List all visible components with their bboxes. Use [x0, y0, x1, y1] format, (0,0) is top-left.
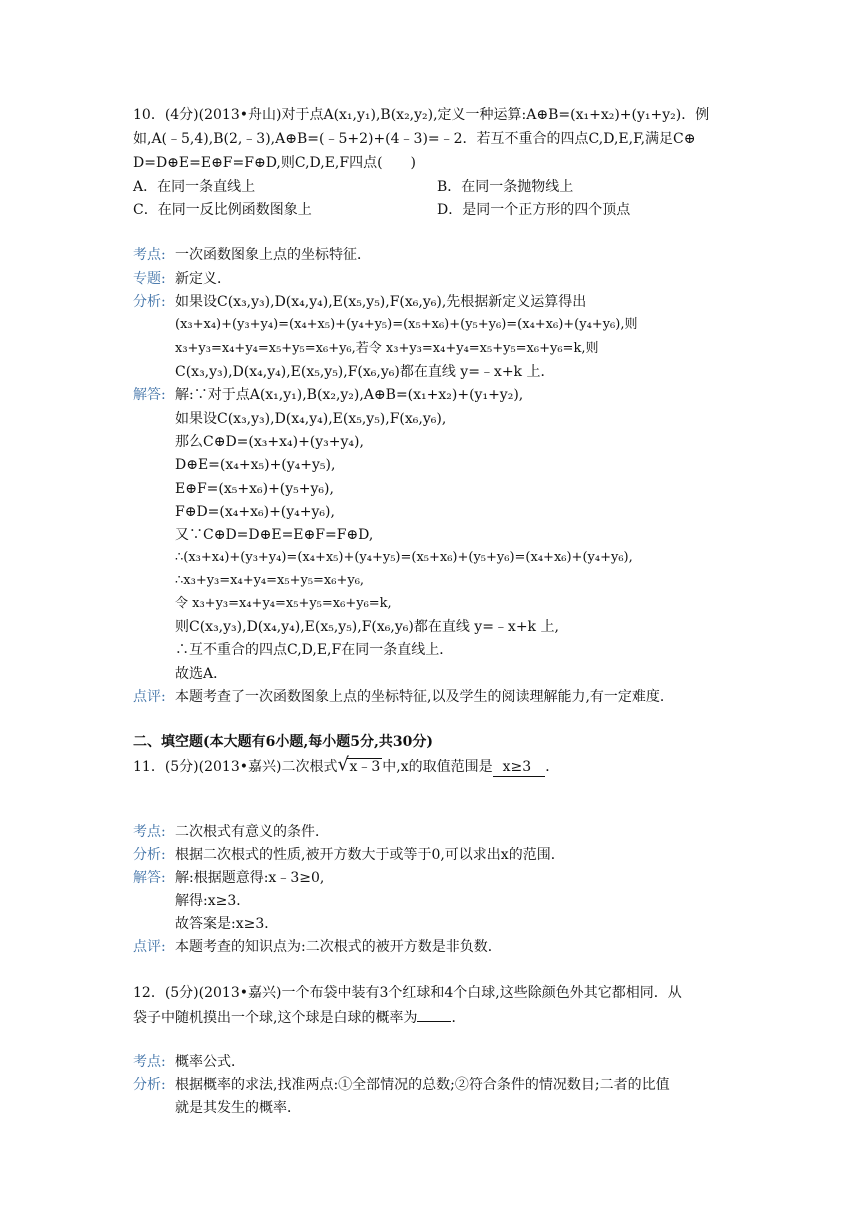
q10-stem-line-3: D=D⊕E=E⊕F=F⊕D,则C,D,E,F四点( ) — [133, 155, 417, 171]
q11-dianping: 本题考查的知识点为:二次根式的被开方数是非负数． — [175, 939, 502, 955]
q11-stem — [133, 754, 560, 777]
q10-jieda-line-9: ∴x₃+y₃=x₄+y₄=x₅+y₅=x₆+y₆, — [175, 573, 365, 588]
q10-jieda-line-12: ∴互不重合的四点C,D,E,F在同一条直线上． — [175, 642, 454, 658]
q11-stem-suffix: ． — [545, 759, 560, 775]
q11-jieda-line-3: 故答案是:x≥3． — [175, 916, 279, 932]
q12-stem-text: 袋子中随机摸出一个球,这个球是白球的概率为 — [133, 1010, 418, 1026]
q10-zhuanti-label: 专题: — [133, 271, 166, 287]
q12-stem-suffix: ． — [451, 1010, 466, 1026]
q10-option-a: A．在同一条直线上 — [133, 179, 256, 195]
q11-answer-blank: x≥3 — [493, 758, 546, 777]
q10-stem-line-2: 如,A(﹣5,4),B(2,﹣3),A⊕B=(﹣5+2)+(4﹣3)=﹣2．若互不重合的四点C,D,E,F,满足C⊕ — [133, 131, 696, 147]
q10-dianping: 本题考查了一次函数图象上点的坐标特征,以及学生的阅读理解能力,有一定难度． — [175, 689, 674, 705]
q10-option-c: C．在同一反比例函数图象上 — [133, 202, 312, 218]
q10-jieda-line-10: 令 x₃+y₃=x₄+y₄=x₅+y₅=x₆+y₆=k, — [175, 596, 392, 611]
q10-jieda-line-11: 则C(x₃,y₃),D(x₄,y₄),E(x₅,y₅),F(x₆,y₆)都在直线 y=﹣x+k 上, — [175, 619, 559, 635]
q12-stem-line-1: 12．(5分)(2013•嘉兴)一个布袋中装有3个红球和4个白球,这些除颜色外其它都相同．从 — [133, 985, 682, 1001]
q10-jieda-label: 解答: — [133, 387, 166, 403]
q10-jieda-line-8: ∴(x₃+x₄)+(y₃+y₄)=(x₄+x₅)+(y₄+y₅)=(x₅+x₆)+(y₅+y₆)=(x₄+x₆)+(y₄+y₆), — [175, 550, 633, 565]
q10-option-b: B．在同一条抛物线上 — [437, 179, 574, 195]
q10-jieda-line-1: 解:∵对于点A(x₁,y₁),B(x₂,y₂),A⊕B=(x₁+x₂)+(y₁+y₂), — [175, 387, 524, 403]
q11-fenxi-label: 分析: — [133, 847, 166, 863]
q10-fenxi-line-4: C(x₃,y₃),D(x₄,y₄),E(x₅,y₅),F(x₆,y₆)都在直线 y=﹣x+k 上． — [175, 364, 555, 380]
q11-jieda-line-1: 解:根据题意得:x﹣3≥0, — [175, 870, 325, 886]
q10-option-d: D．是同一个正方形的四个顶点 — [437, 202, 631, 218]
q10-kaodian-label: 考点: — [133, 247, 166, 263]
q10-jieda-line-4: D⊕E=(x₄+x₅)+(y₄+y₅), — [175, 457, 336, 473]
q11-radical — [337, 754, 382, 776]
q12-fenxi-line-2: 就是其发生的概率． — [175, 1100, 301, 1116]
q11-jieda-line-2: 解得:x≥3． — [175, 893, 251, 909]
q11-jieda-label: 解答: — [133, 870, 166, 886]
q10-jieda-line-7: 又∵C⊕D=D⊕E=E⊕F=F⊕D, — [175, 527, 374, 543]
q12-stem-line-2 — [133, 1007, 465, 1027]
q11-dianping-label: 点评: — [133, 939, 166, 955]
q10-stem-line-1: 10．(4分)(2013•舟山)对于点A(x₁,y₁),B(x₂,y₂),定义一种运算:A⊕B=(x₁+x₂)+(y₁+y₂)．例 — [133, 107, 710, 123]
q11-stem-middle: 中,x的取值范围是 — [382, 759, 493, 775]
q12-kaodian: 概率公式． — [175, 1054, 245, 1070]
q10-jieda-line-13: 故选A． — [175, 666, 228, 682]
q12-kaodian-label: 考点: — [133, 1054, 166, 1070]
q10-dianping-label: 点评: — [133, 689, 166, 705]
q11-fenxi: 根据二次根式的性质,被开方数大于或等于0,可以求出x的范围． — [175, 847, 565, 863]
q10-jieda-line-6: F⊕D=(x₄+x₆)+(y₄+y₆), — [175, 504, 335, 520]
q10-jieda-line-2: 如果设C(x₃,y₃),D(x₄,y₄),E(x₅,y₅),F(x₆,y₆), — [175, 411, 447, 427]
section-2-title: 二、填空题(本大题有6小题,每小题5分,共30分) — [133, 734, 433, 750]
q12-fenxi-line-1: 根据概率的求法,找准两点:①全部情况的总数;②符合条件的情况数目;二者的比值 — [175, 1077, 670, 1093]
q11-stem-prefix: 11．(5分)(2013•嘉兴)二次根式 — [133, 759, 338, 775]
q10-fenxi-label: 分析: — [133, 294, 166, 310]
q11-kaodian-label: 考点: — [133, 824, 166, 840]
q10-zhuanti: 新定义． — [175, 271, 231, 287]
q10-fenxi-line-2: (x₃+x₄)+(y₃+y₄)=(x₄+x₅)+(y₄+y₅)=(x₅+x₆)+(y₅+y₆)=(x₄+x₆)+(y₄+y₆),则 — [175, 317, 638, 332]
q11-radicand: x﹣3 — [349, 759, 381, 775]
q10-fenxi-line-3: x₃+y₃=x₄+y₄=x₅+y₅=x₆+y₆,若令 x₃+y₃=x₄+y₄=x₅+y₅=x₆+y₆=k,则 — [175, 341, 599, 356]
q12-fenxi-label: 分析: — [133, 1077, 166, 1093]
q10-jieda-line-5: E⊕F=(x₅+x₆)+(y₅+y₆), — [175, 481, 334, 497]
q12-answer-blank — [417, 1007, 451, 1022]
q10-jieda-line-3: 那么C⊕D=(x₃+x₄)+(y₃+y₄), — [175, 434, 364, 450]
q10-kaodian: 一次函数图象上点的坐标特征． — [175, 247, 371, 263]
sqrt-symbol-icon: √ — [337, 754, 349, 775]
q10-fenxi-line-1: 如果设C(x₃,y₃),D(x₄,y₄),E(x₅,y₅),F(x₆,y₆),先根据新定义运算得出 — [175, 294, 587, 310]
q11-kaodian: 二次根式有意义的条件． — [175, 824, 329, 840]
